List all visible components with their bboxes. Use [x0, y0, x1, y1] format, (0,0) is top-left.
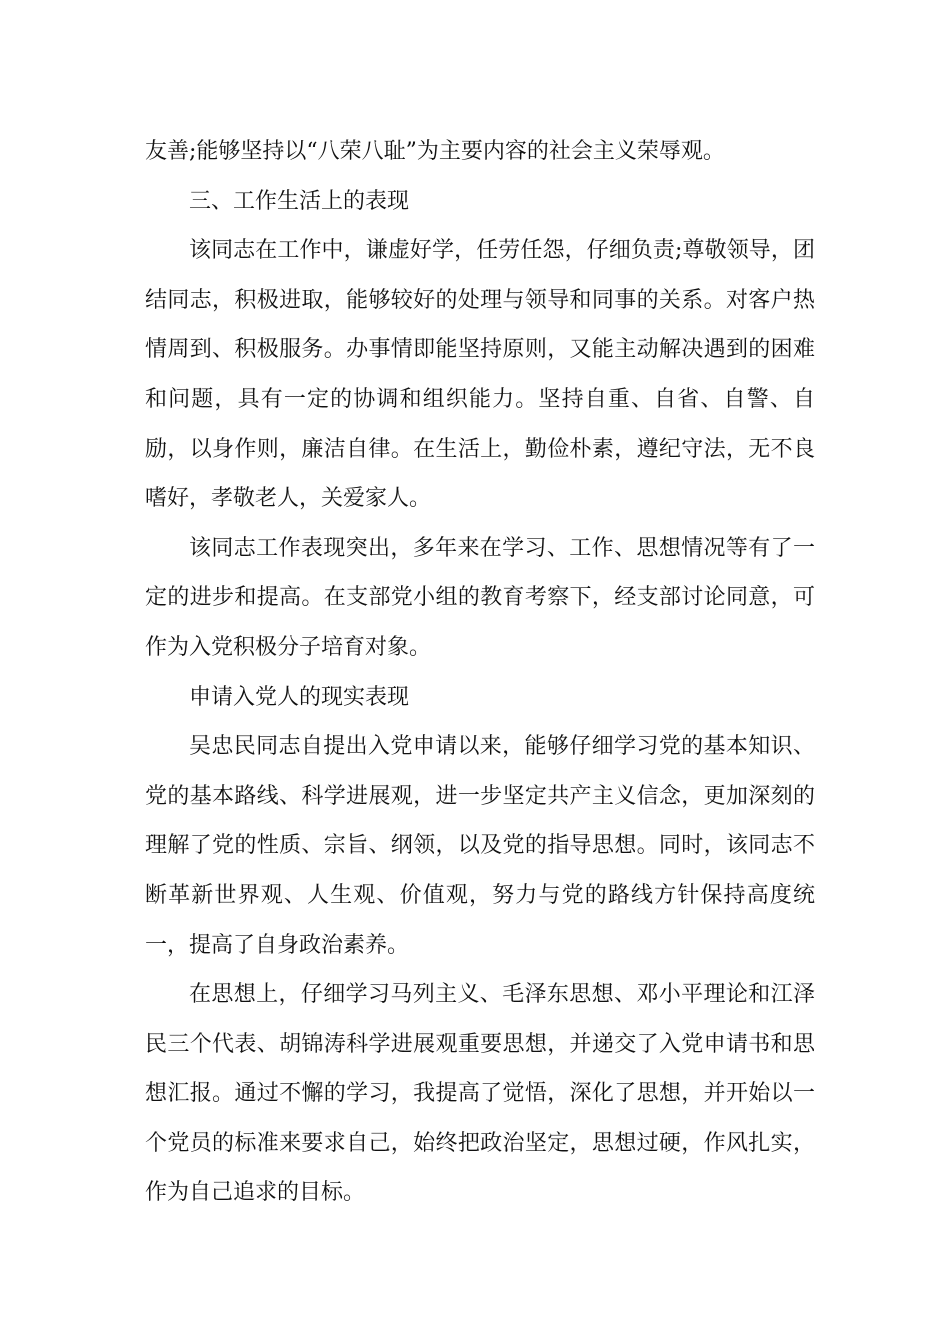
paragraph-work-performance: 该同志在工作中，谦虚好学，任劳任怨，仔细负责;尊敬领导，团结同志，积极进取，能够较好的处理与领导和同事的关系。对客户热情周到、积极服务。办事情即能坚持原则，又能主动解决遇到的困难和问题，具有一定的协调和组织能力。坚持自重、自省、自警、自励，以身作则，廉洁自律。在生活上，勤俭朴素，遵纪守法，无不良嗜好，孝敬老人，关爱家人。 — [145, 238, 815, 512]
paragraph-ideology: 在思想上，仔细学习马列主义、毛泽东思想、邓小平理论和江泽民三个代表、胡锦涛科学进展观重要思想，并递交了入党申请书和思想汇报。通过不懈的学习，我提高了觉悟，深化了思想，并开始以一个党员的标准来要求自己，始终把政治坚定，思想过硬，作风扎实，作为自己追求的目标。 — [145, 982, 815, 1206]
document-body — [145, 127, 815, 1218]
section-heading-applicant-performance: 申请入党人的现实表现 — [189, 684, 410, 710]
paragraph-applicant-study: 吴忠民同志自提出入党申请以来，能够仔细学习党的基本知识、党的基本路线、科学进展观，进一步坚定共产主义信念，更加深刻的理解了党的性质、宗旨、纲领，以及党的指导思想。同时，该同志不断革新世界观、人生观、价值观，努力与党的路线方针保持高度统一，提高了自身政治素养。 — [145, 734, 815, 958]
paragraph-continuation: 友善;能够坚持以“八荣八耻”为主要内容的社会主义荣辱观。 — [145, 139, 725, 164]
section-heading-work-life: 三、工作生活上的表现 — [189, 188, 410, 214]
paragraph-overall-evaluation: 该同志工作表现突出，多年来在学习、工作、思想情况等有了一定的进步和提高。在支部党小组的教育考察下，经支部讨论同意，可作为入党积极分子培育对象。 — [145, 535, 815, 660]
